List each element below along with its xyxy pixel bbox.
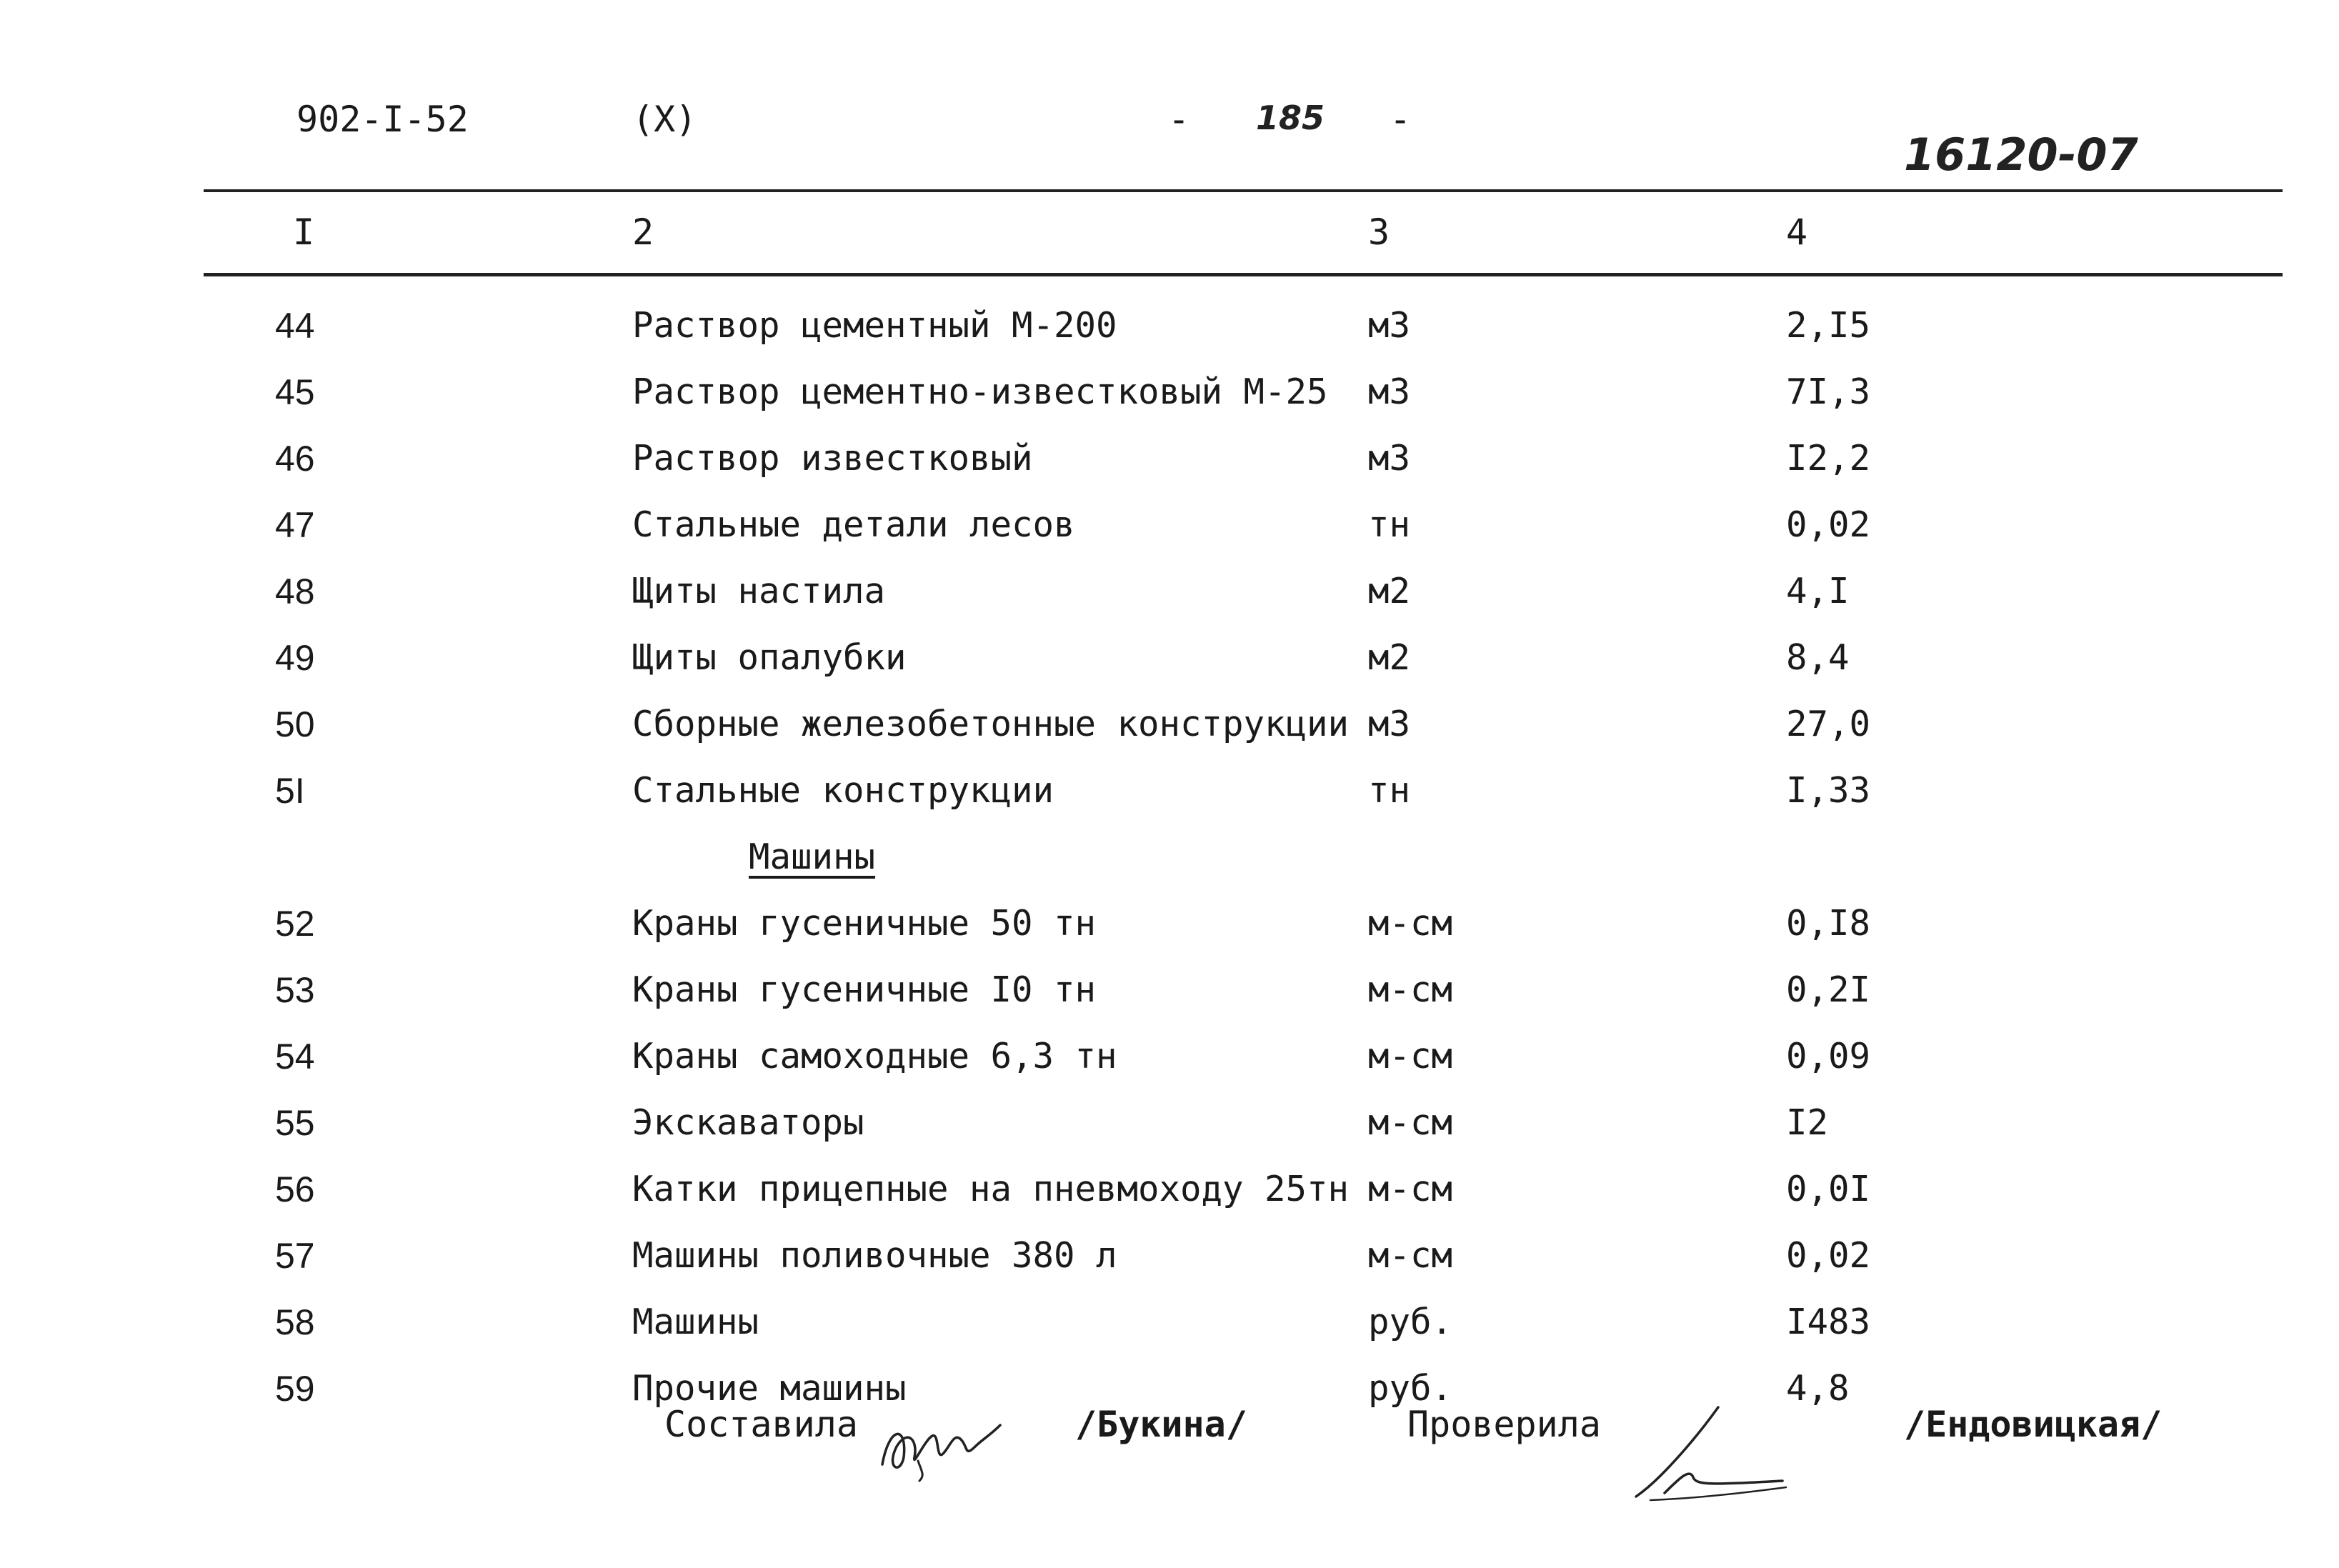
row-unit: м-см xyxy=(1368,1102,1453,1143)
row-unit: руб. xyxy=(1368,1302,1453,1342)
row-number: 57 xyxy=(275,1236,315,1276)
column-heading-1: I xyxy=(293,211,315,253)
row-value: 0,I8 xyxy=(1786,903,1871,944)
table-row xyxy=(0,296,2339,363)
row-number: 44 xyxy=(275,306,315,346)
materials-table xyxy=(0,296,2339,1426)
page-dash-right: - xyxy=(1390,99,1412,140)
row-number: 45 xyxy=(275,372,315,412)
row-name: Краны самоходные 6,3 тн xyxy=(632,1036,1117,1077)
row-name: Машины xyxy=(632,1302,759,1342)
row-unit: м-см xyxy=(1368,1169,1453,1209)
table-row xyxy=(0,629,2339,695)
row-number: 52 xyxy=(275,904,315,944)
table-row xyxy=(0,1027,2339,1094)
table-row xyxy=(0,1227,2339,1293)
row-value: I2 xyxy=(1786,1102,1829,1143)
page-dash-left: - xyxy=(1168,99,1190,140)
table-row xyxy=(0,894,2339,961)
table-row xyxy=(0,1160,2339,1227)
row-unit: м-см xyxy=(1368,903,1453,944)
column-heading-3: 3 xyxy=(1368,211,1390,253)
row-name: Краны гусеничные I0 тн xyxy=(632,969,1097,1010)
row-value: 7I,3 xyxy=(1786,371,1871,412)
table-row xyxy=(0,961,2339,1027)
row-number: 46 xyxy=(275,439,315,479)
checked-by-label: Проверила xyxy=(1407,1404,1601,1445)
row-unit: м3 xyxy=(1368,704,1411,744)
row-unit: тн xyxy=(1368,504,1411,545)
table-row xyxy=(0,496,2339,562)
table-row xyxy=(0,1094,2339,1160)
row-number: 54 xyxy=(275,1037,315,1077)
row-name: Раствор известковый xyxy=(632,438,1033,479)
row-value: I2,2 xyxy=(1786,438,1871,479)
document-code: 902-I-52 xyxy=(296,99,469,140)
row-name: Раствор цементно-известковый М-25 xyxy=(632,371,1328,412)
row-name: Раствор цементный М-200 xyxy=(632,305,1117,346)
row-value: 0,02 xyxy=(1786,1235,1871,1276)
row-unit: м2 xyxy=(1368,637,1411,678)
signature-compiled-by xyxy=(875,1397,1018,1482)
section-title-machines: Машины xyxy=(749,837,876,877)
row-name: Краны гусеничные 50 тн xyxy=(632,903,1097,944)
table-row xyxy=(0,429,2339,496)
row-unit: м3 xyxy=(1368,438,1411,479)
row-name: Щиты настила xyxy=(632,571,886,611)
row-name: Прочие машины xyxy=(632,1368,907,1409)
row-number: 59 xyxy=(275,1369,315,1409)
row-number: 48 xyxy=(275,571,315,611)
row-name: Стальные детали лесов xyxy=(632,504,1075,545)
row-number: 55 xyxy=(275,1103,315,1143)
row-name: Щиты опалубки xyxy=(632,637,907,678)
row-name: Сборные железобетонные конструкции xyxy=(632,704,1350,744)
section-mark: (X) xyxy=(632,99,697,140)
row-value: 8,4 xyxy=(1786,637,1850,678)
row-unit: м-см xyxy=(1368,1235,1453,1276)
row-unit: м3 xyxy=(1368,305,1411,346)
table-row xyxy=(0,1293,2339,1359)
table-row xyxy=(0,695,2339,761)
column-heading-2: 2 xyxy=(632,211,654,253)
signature-checked-by xyxy=(1622,1400,1793,1507)
row-unit: м-см xyxy=(1368,1036,1453,1077)
table-row xyxy=(0,761,2339,828)
row-number: 5I xyxy=(275,771,305,811)
row-value: 0,02 xyxy=(1786,504,1871,545)
row-unit: тн xyxy=(1368,770,1411,811)
header-bottom-rule xyxy=(204,273,2283,276)
row-value: 0,0I xyxy=(1786,1169,1871,1209)
top-rule xyxy=(204,189,2283,192)
row-value: 2,I5 xyxy=(1786,305,1871,346)
row-name: Машины поливочные 380 л xyxy=(632,1235,1117,1276)
row-unit: м-см xyxy=(1368,969,1453,1010)
row-value: 0,09 xyxy=(1786,1036,1871,1077)
page-number: 185 xyxy=(1256,99,1325,137)
row-unit: руб. xyxy=(1368,1368,1453,1409)
row-value: I,33 xyxy=(1786,770,1871,811)
compiled-by-label: Составила xyxy=(664,1404,858,1445)
table-row xyxy=(0,363,2339,429)
checked-by-name: /Ендовицкая/ xyxy=(1904,1404,2163,1445)
row-name: Экскаваторы xyxy=(632,1102,864,1143)
row-value: 4,I xyxy=(1786,571,1850,611)
row-value: 0,2I xyxy=(1786,969,1871,1010)
row-number: 56 xyxy=(275,1169,315,1209)
column-heading-4: 4 xyxy=(1786,211,1808,253)
row-number: 58 xyxy=(275,1302,315,1342)
row-unit: м2 xyxy=(1368,571,1411,611)
row-number: 47 xyxy=(275,505,315,545)
row-unit: м3 xyxy=(1368,371,1411,412)
row-number: 53 xyxy=(275,970,315,1010)
section-heading-row xyxy=(0,828,2339,894)
row-value: 4,8 xyxy=(1786,1368,1850,1409)
table-row xyxy=(0,562,2339,629)
row-name: Стальные конструкции xyxy=(632,770,1054,811)
row-number: 50 xyxy=(275,704,315,744)
compiled-by-name: /Букина/ xyxy=(1075,1404,1247,1445)
inventory-number: 16120-07 xyxy=(1904,129,2138,181)
row-value: 27,0 xyxy=(1786,704,1871,744)
row-value: I483 xyxy=(1786,1302,1871,1342)
row-number: 49 xyxy=(275,638,315,678)
row-name: Катки прицепные на пневмоходу 25тн xyxy=(632,1169,1350,1209)
